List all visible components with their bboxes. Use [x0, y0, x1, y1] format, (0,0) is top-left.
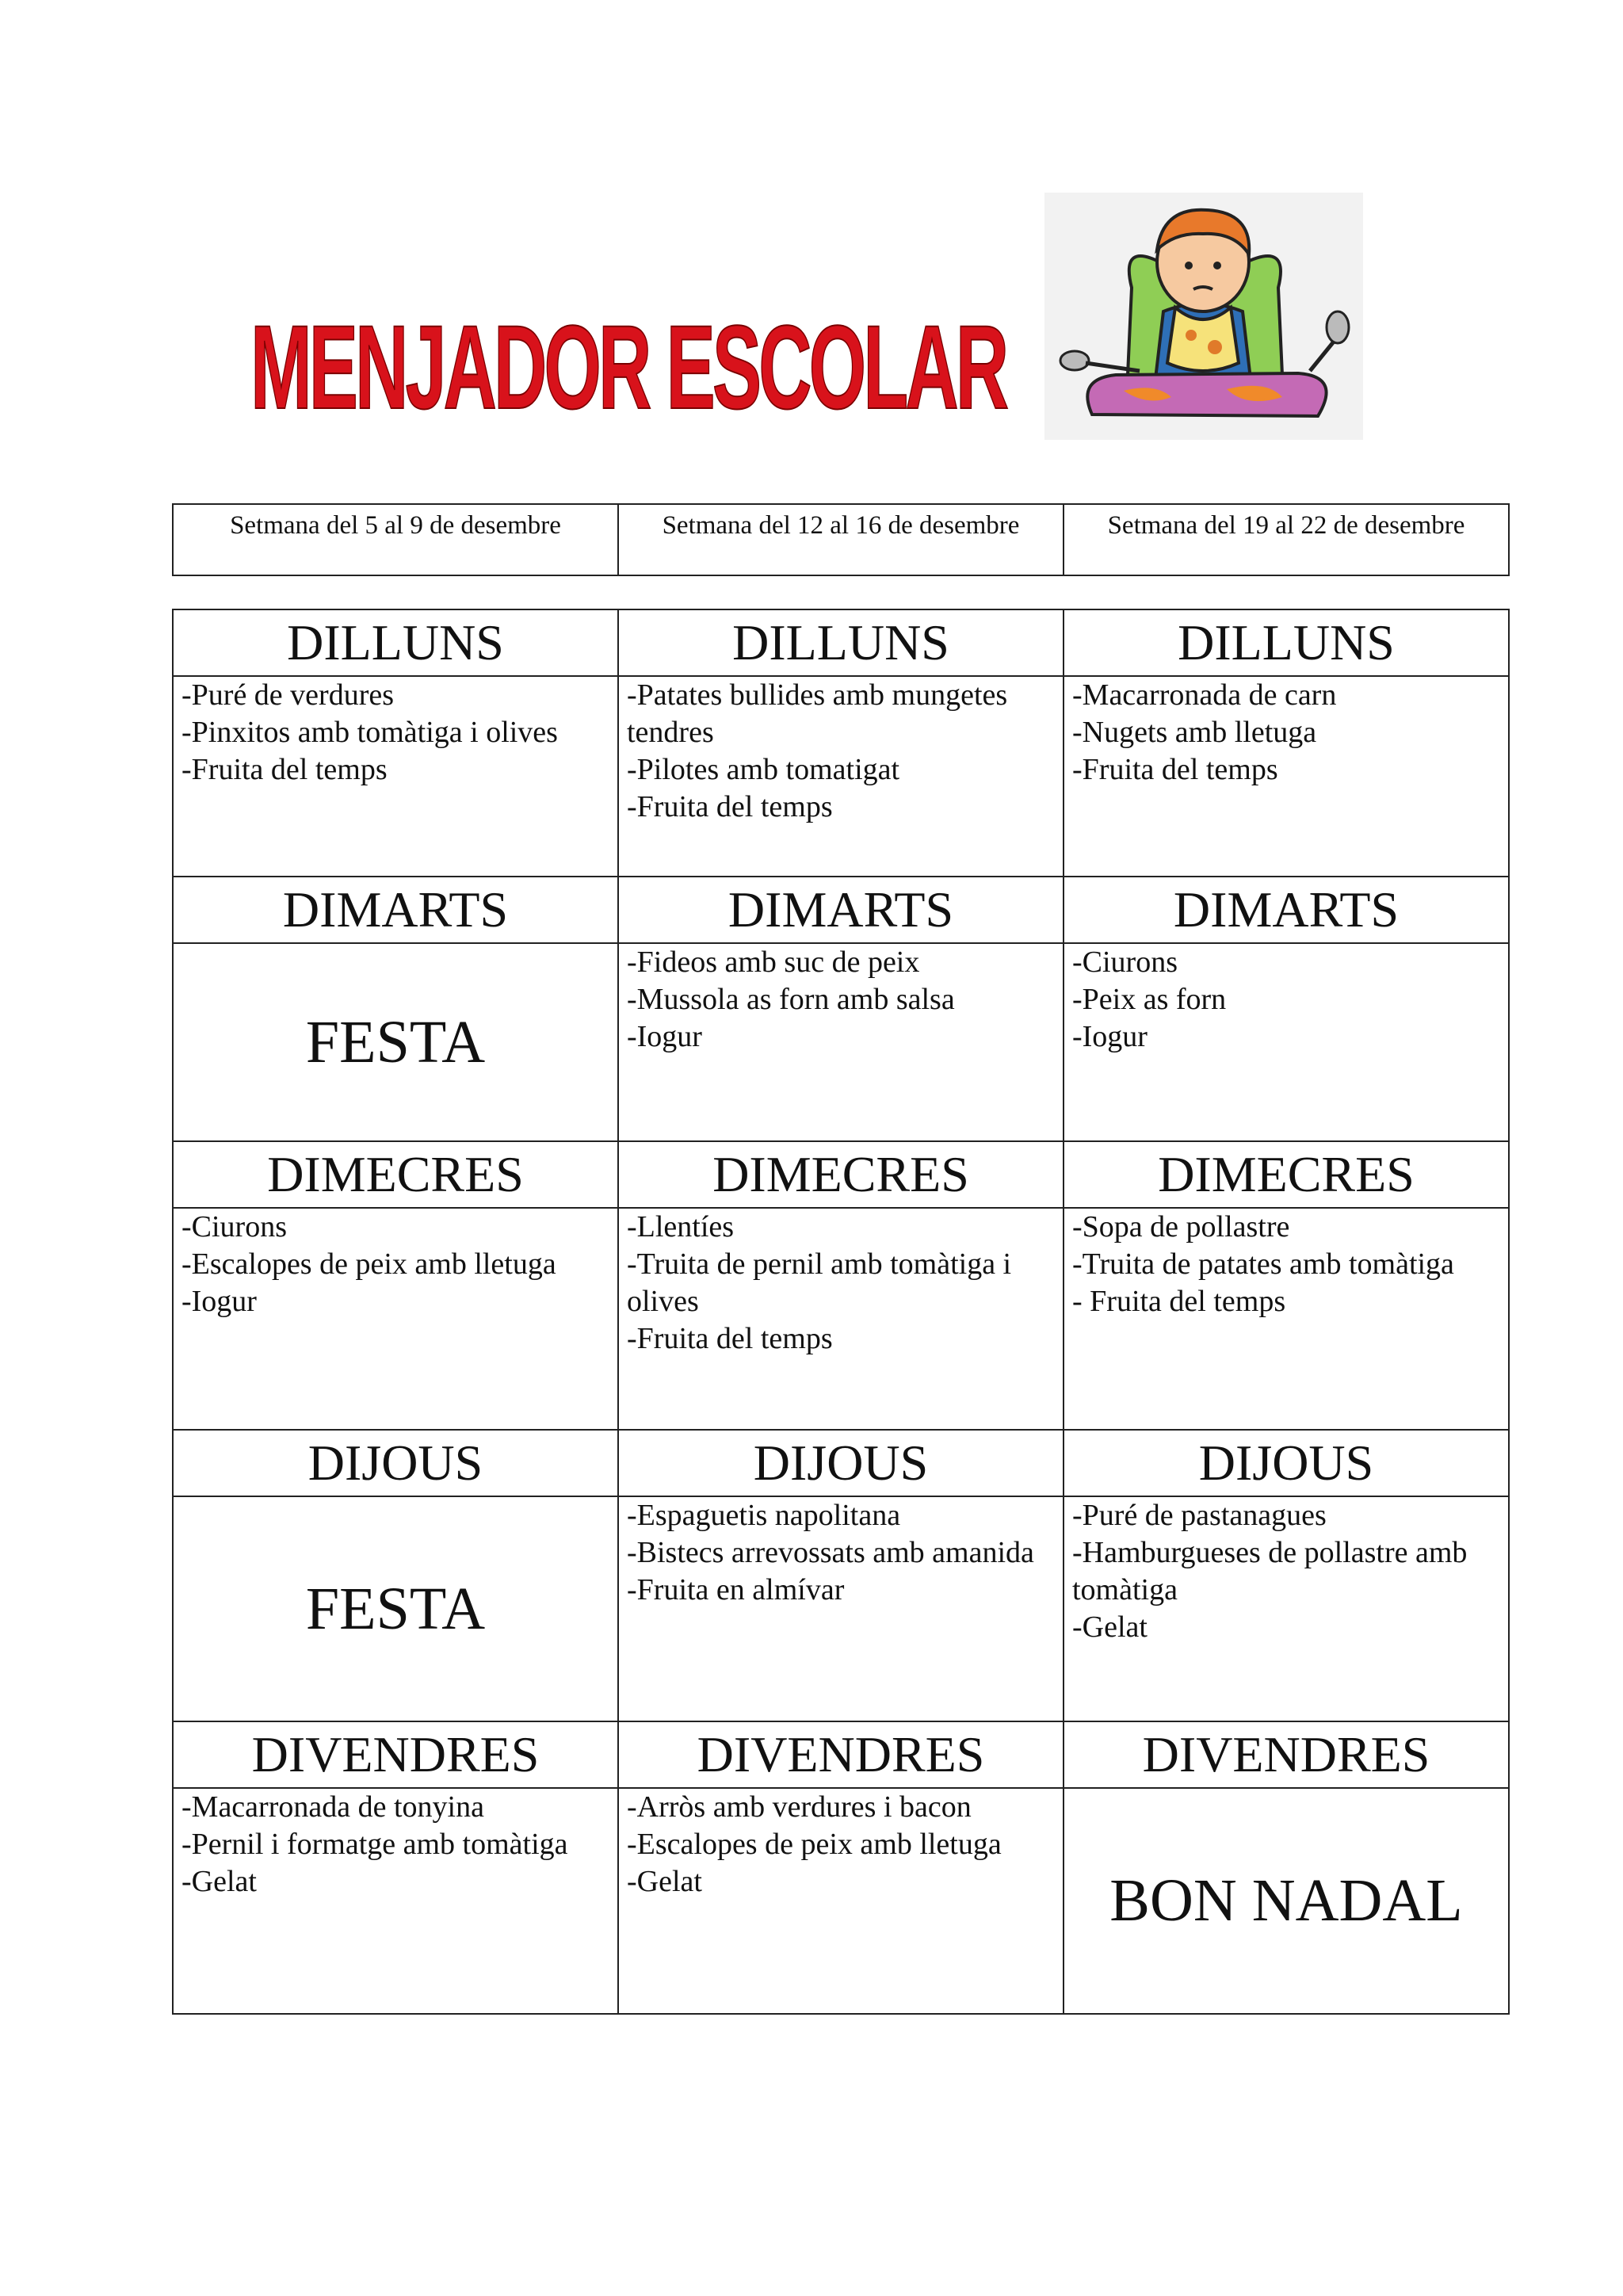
- menu-cell: [1064, 1208, 1509, 1430]
- menu-cell: [618, 1208, 1064, 1430]
- menu-item: -Fruita del temps: [627, 790, 833, 823]
- page-title-text: MENJADOR ESCOLAR: [250, 300, 1006, 434]
- menu-item: -Fruita del temps: [181, 753, 388, 786]
- menu-table: [172, 609, 1510, 2015]
- menu-item: -Espaguetis napolitana: [627, 1499, 901, 1532]
- week-label: Setmana del 12 al 16 de desembre: [618, 504, 1064, 575]
- menu-item: -Hamburgueses de pollastre amb tomàtiga: [1072, 1536, 1468, 1606]
- menu-item: -Llentíes: [627, 1210, 735, 1244]
- day-header: DIMARTS: [618, 877, 1064, 943]
- day-header: DIVENDRES: [173, 1721, 618, 1788]
- menu-cell: [173, 676, 618, 877]
- day-header: DIVENDRES: [618, 1721, 1064, 1788]
- menu-cell: [618, 676, 1064, 877]
- day-header: DILLUNS: [1064, 609, 1509, 676]
- menu-item: -Puré de verdures: [181, 678, 395, 712]
- day-header: DIJOUS: [1064, 1430, 1509, 1496]
- menu-item: -Sopa de pollastre: [1072, 1210, 1290, 1244]
- menu-item: -Fruita del temps: [1072, 753, 1278, 786]
- menu-item: -Macarronada de carn: [1072, 678, 1337, 712]
- menu-cell: [1064, 943, 1509, 1141]
- menu-item: -Gelat: [181, 1865, 257, 1898]
- menu-item: -Iogur: [1072, 1020, 1148, 1053]
- menu-item: -Macarronada de tonyina: [181, 1790, 484, 1824]
- week-label: Setmana del 19 al 22 de desembre: [1064, 504, 1509, 575]
- menu-item: -Nugets amb lletuga: [1072, 716, 1317, 749]
- child-eating-icon: [1044, 193, 1363, 440]
- menu-item: -Escalopes de peix amb lletuga: [627, 1828, 1002, 1861]
- menu-item: -Truita de pernil amb tomàtiga i olives: [627, 1247, 1012, 1318]
- day-header: DILLUNS: [618, 609, 1064, 676]
- menu-item: -Fruita del temps: [627, 1322, 833, 1355]
- menu-item: -Peix as forn: [1072, 983, 1227, 1016]
- menu-cell: [173, 1208, 618, 1430]
- menu-item: -Iogur: [627, 1020, 702, 1053]
- menu-cell: [173, 1788, 618, 2014]
- menu-item: -Pinxitos amb tomàtiga i olives: [181, 716, 558, 749]
- day-header: DIVENDRES: [1064, 1721, 1509, 1788]
- menu-item: -Bistecs arrevossats amb amanida: [627, 1536, 1034, 1569]
- page-title: [236, 284, 1021, 450]
- day-header: DIMECRES: [173, 1141, 618, 1208]
- menu-item: -Gelat: [1072, 1610, 1148, 1644]
- menu-item: - Fruita del temps: [1072, 1285, 1286, 1318]
- menu-item: -Patates bullides amb mungetes tendres: [627, 678, 1008, 749]
- menu-cell: [1064, 676, 1509, 877]
- day-header: DIJOUS: [618, 1430, 1064, 1496]
- weeks-header-table: [172, 503, 1510, 576]
- menu-cell: [618, 1496, 1064, 1721]
- menu-item: -Puré de pastanagues: [1072, 1499, 1327, 1532]
- menu-item: -Ciurons: [181, 1210, 287, 1244]
- holiday-cell: FESTA: [173, 1496, 618, 1721]
- day-header: DILLUNS: [173, 609, 618, 676]
- menu-item: -Arròs amb verdures i bacon: [627, 1790, 972, 1824]
- day-header: DIMARTS: [1064, 877, 1509, 943]
- week-label: Setmana del 5 al 9 de desembre: [173, 504, 618, 575]
- menu-cell: [618, 943, 1064, 1141]
- menu-item: -Escalopes de peix amb lletuga: [181, 1247, 556, 1281]
- day-header: DIMECRES: [1064, 1141, 1509, 1208]
- menu-item: -Mussola as forn amb salsa: [627, 983, 955, 1016]
- menu-item: -Pernil i formatge amb tomàtiga: [181, 1828, 568, 1861]
- menu-item: -Gelat: [627, 1865, 702, 1898]
- menu-cell: [618, 1788, 1064, 2014]
- menu-item: -Iogur: [181, 1285, 257, 1318]
- holiday-cell: FESTA: [173, 943, 618, 1141]
- day-header: DIMARTS: [173, 877, 618, 943]
- menu-cell: [1064, 1496, 1509, 1721]
- menu-item: -Truita de patates amb tomàtiga: [1072, 1247, 1454, 1281]
- menu-item: -Pilotes amb tomatigat: [627, 753, 900, 786]
- menu-item: -Ciurons: [1072, 946, 1178, 979]
- menu-item: -Fruita en almívar: [627, 1573, 845, 1606]
- menu-item: -Fideos amb suc de peix: [627, 946, 920, 979]
- holiday-cell: BON NADAL: [1064, 1788, 1509, 2014]
- day-header: DIMECRES: [618, 1141, 1064, 1208]
- day-header: DIJOUS: [173, 1430, 618, 1496]
